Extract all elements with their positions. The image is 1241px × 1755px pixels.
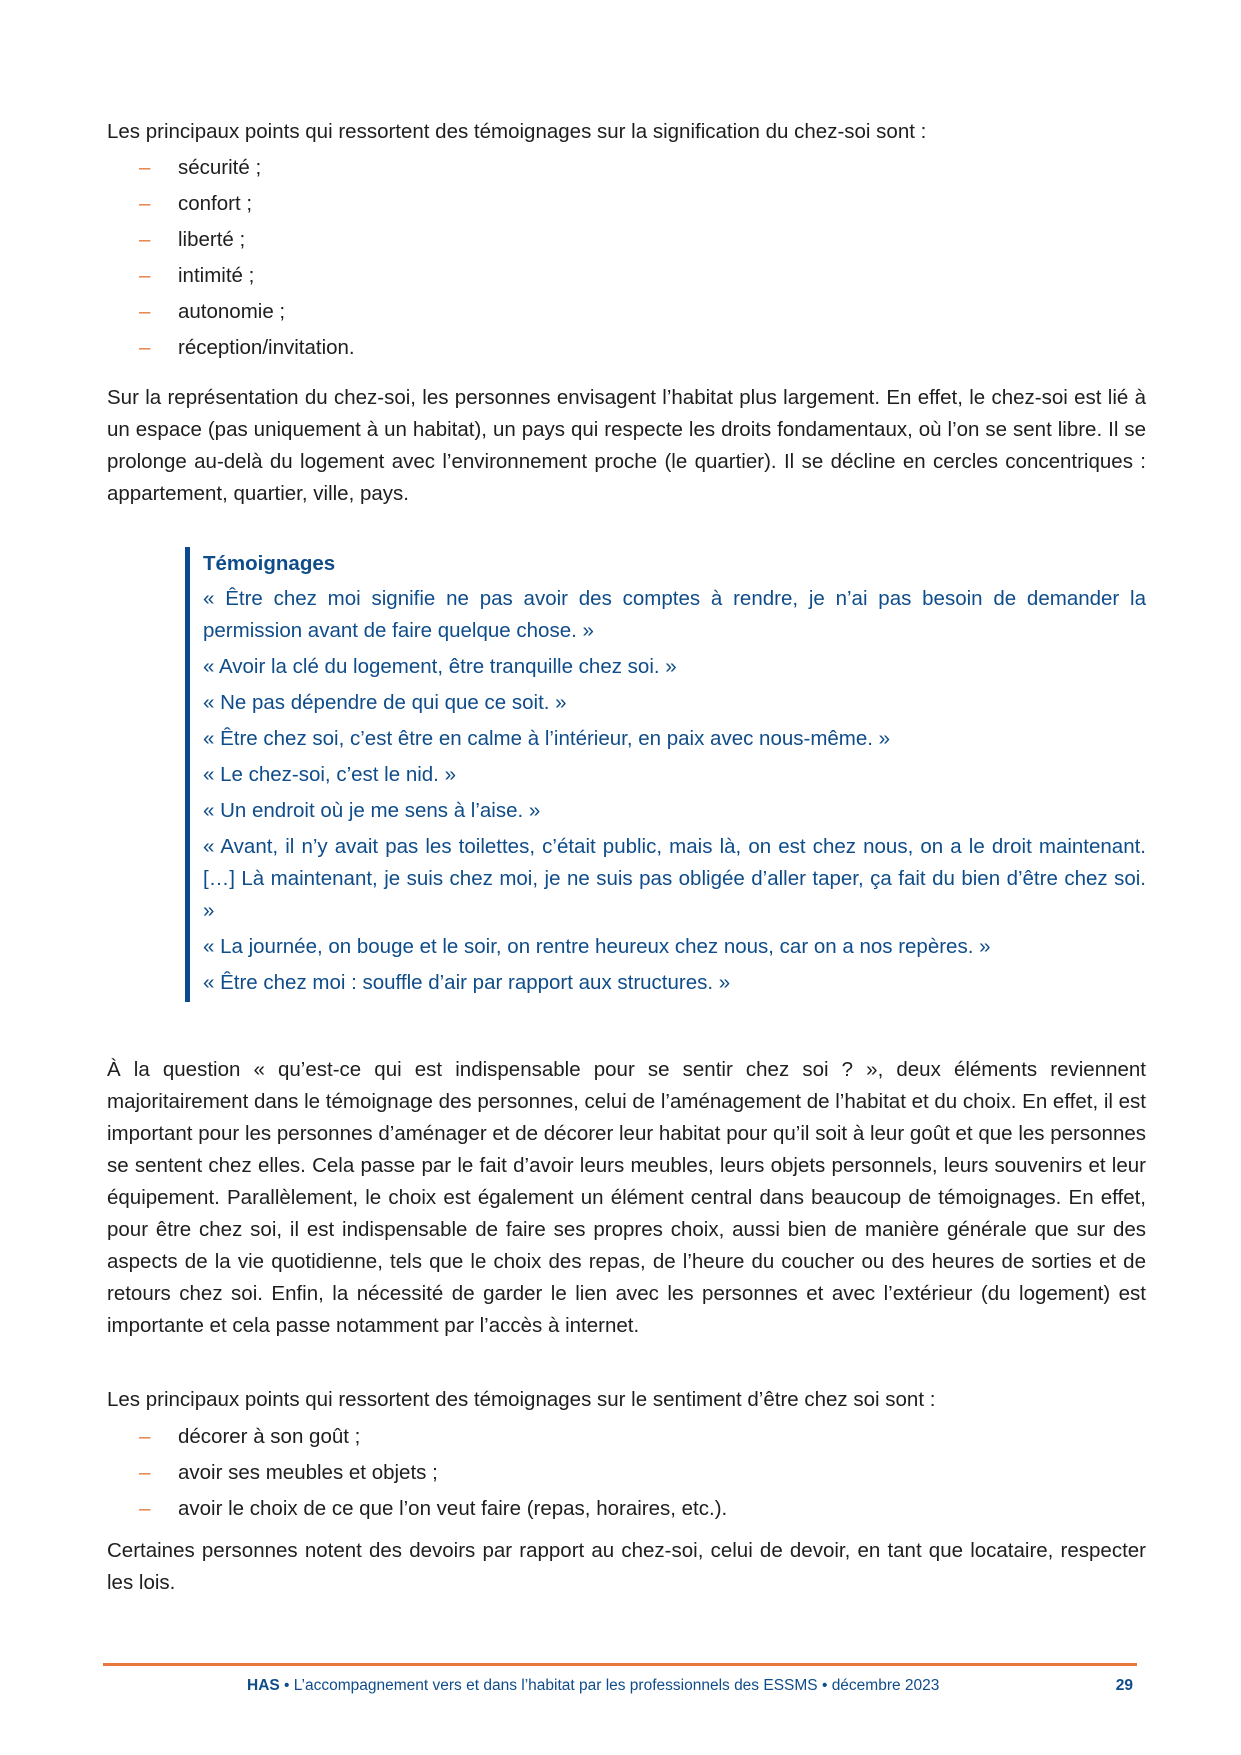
page-number: 29 <box>1115 1677 1133 1694</box>
dash-bullet-icon: – <box>139 156 151 179</box>
testimonial-quote: « Être chez soi, c’est être en calme à l’intérieur, en paix avec nous-même. » <box>203 727 891 750</box>
section2-bullet-list <box>107 1419 1146 1527</box>
testimonial-quote: « Avant, il n’y avait pas les toilettes, c’était public, mais là, on est chez nous, on a le droit maintenant. […] Là maintenant, je suis chez moi, je ne suis pas obligée d’aller taper, ça fait du bien d’être chez soi. » <box>203 835 1146 922</box>
list-item: – autonomie ; <box>107 294 1146 330</box>
list-item: – confort ; <box>107 186 1146 222</box>
list-item: – réception/invitation. <box>107 330 1146 366</box>
testimonials-title: Témoignages <box>203 552 336 575</box>
dash-bullet-icon: – <box>139 1425 151 1448</box>
page-footer <box>103 1677 1137 1701</box>
dash-bullet-icon: – <box>139 1497 151 1520</box>
list-item: – avoir ses meubles et objets ; <box>107 1455 1146 1491</box>
list-item: – avoir le choix de ce que l’on veut faire (repas, horaires, etc.). <box>107 1491 1146 1527</box>
paragraph-representation: Sur la représentation du chez-soi, les personnes envisagent l’habitat plus largement. En effet, le chez-soi est lié à un espace (pas uniquement à un habitat), un pays qui respecte les droits fondamentaux, où l’on se sent libre. Il se prolonge au-delà du logement avec l’environnement proche (le quartier). Il se décline en cercles concentriques : appartement, quartier, ville, pays. <box>107 386 1146 505</box>
dash-bullet-icon: – <box>139 264 151 287</box>
quote-bar <box>185 547 190 1002</box>
dash-bullet-icon: – <box>139 300 151 323</box>
testimonial-quote: « Être chez moi signifie ne pas avoir des comptes à rendre, je n’ai pas besoin de demander la permission avant de faire quelque chose. » <box>203 587 1146 642</box>
list-item: – liberté ; <box>107 222 1146 258</box>
section2-intro: Les principaux points qui ressortent des témoignages sur le sentiment d’être chez soi sont : <box>107 1388 936 1411</box>
testimonial-quote: « Être chez moi : souffle d’air par rapport aux structures. » <box>203 971 731 994</box>
dash-bullet-icon: – <box>139 1461 151 1484</box>
testimonial-quote: « Le chez-soi, c’est le nid. » <box>203 763 456 786</box>
footer-org: HAS <box>247 1677 280 1694</box>
testimonials-block <box>185 547 1146 1002</box>
testimonial-quote: « La journée, on bouge et le soir, on rentre heureux chez nous, car on a nos repères. » <box>203 935 991 958</box>
list-item: – décorer à son goût ; <box>107 1419 1146 1455</box>
footer-divider <box>103 1663 1137 1666</box>
dash-bullet-icon: – <box>139 192 151 215</box>
testimonial-quote: « Un endroit où je me sens à l’aise. » <box>203 799 541 822</box>
list-item: – intimité ; <box>107 258 1146 294</box>
dash-bullet-icon: – <box>139 228 151 251</box>
testimonial-quote: « Avoir la clé du logement, être tranquille chez soi. » <box>203 655 677 678</box>
section1-intro: Les principaux points qui ressortent des témoignages sur la signification du chez-soi sont : <box>107 120 927 143</box>
testimonial-quote: « Ne pas dépendre de qui que ce soit. » <box>203 691 567 714</box>
dash-bullet-icon: – <box>139 336 151 359</box>
paragraph-indispensable: À la question « qu’est-ce qui est indispensable pour se sentir chez soi ? », deux éléments reviennent majoritairement dans le témoignage des personnes, celui de l’aménagement de l’habitat et du choix. En effet, il est important pour les personnes d’aménager et de décorer leur habitat pour qu’il soit à leur goût et que les personnes se sentent chez elles. Cela passe par le fait d’avoir leurs meubles, leurs objets personnels, leurs souvenirs et leur équipement. Parallèlement, le choix est également un élément central dans beaucoup de témoignages. En effet, pour être chez soi, il est indispensable de faire ses propres choix, aussi bien de manière générale que sur des aspects de la vie quotidienne, tels que le choix des repas, de l’heure du coucher ou des heures de sorties et de retours chez soi. Enfin, la nécessité de garder le lien avec les personnes et avec l’extérieur (du logement) est importante et cela passe notamment par l’accès à internet. <box>107 1058 1146 1337</box>
list-item: – sécurité ; <box>107 150 1146 186</box>
section1-bullet-list <box>107 150 1146 366</box>
footer-title: L’accompagnement vers et dans l’habitat par les professionnels des ESSMS <box>293 1677 818 1694</box>
footer-date: décembre 2023 <box>831 1677 940 1694</box>
paragraph-devoirs: Certaines personnes notent des devoirs par rapport au chez-soi, celui de devoir, en tant que locataire, respecter les lois. <box>107 1539 1146 1594</box>
footer-text: HAS • L’accompagnement vers et dans l’habitat par les professionnels des ESSMS • décembre 2023 <box>247 1677 940 1694</box>
